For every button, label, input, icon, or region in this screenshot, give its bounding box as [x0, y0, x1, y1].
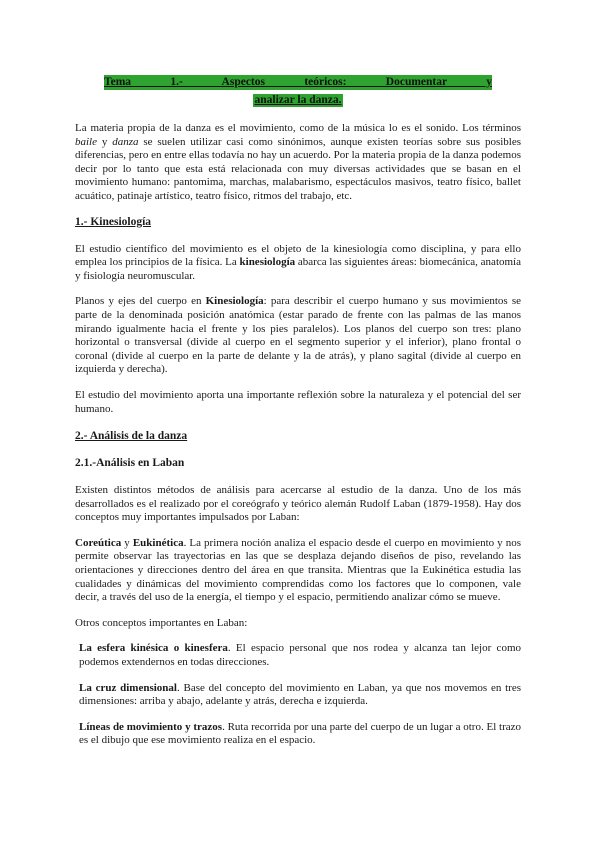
laban-concepts-intro: Otros conceptos importantes en Laban: [75, 616, 248, 629]
laban-paragraph-2: Coreútica y Eukinética. La primera noción analiza el espacio desde el cuerpo en movimiento y nos permite observar las trayectorias en las que se desplaza dejando diseños de piso, revelando las orientaciones y direcciones dentro del área en que transita. Mientras que la Eukinética estudia las cualidades y dinámicas del movimiento comprendidas como los factores que lo componen, vale decir, a través del uso de la energía, el tiempo y el espacio, permitiendo analizar cómo se mueve. [75, 536, 522, 604]
concept-lineas-movimiento: Líneas de movimiento y trazos. Ruta recorrida por una parte del cuerpo de un lugar a otro. El trazo es el dibujo que ese movimiento realiza en el espacio. [79, 720, 522, 747]
title-line-1: Tema 1.- Aspectos teóricos: Documentar y [104, 76, 492, 88]
section-2-heading: 2.- Análisis de la danza [75, 430, 188, 443]
kinesiology-paragraph-2: Planos y ejes del cuerpo en Kinesiología: para describir el cuerpo humano y sus movimientos se parte de la denominada posición anatómica (estar parado de frente con las palmas de las manos mirando igualmente hacia el frente y los pies paralelos). Los planos del cuerpo son tres: plano horizontal o transversal (divide al cuerpo en el segmento superior y el inferior), plano frontal o coronal (divide al cuerpo en la parte de delante y la de atrás), y plano sagital (divide al cuerpo en izquierda y derecha). [75, 295, 521, 376]
laban-paragraph-1: Existen distintos métodos de análisis para acercarse al estudio de la danza. Uno de los más desarrollados es el realizado por el coreógrafo y teórico alemán Rudolf Laban (1879-1958). Hay dos conceptos muy importantes impulsados por Laban: [75, 484, 521, 524]
term-baile: baile [75, 135, 97, 148]
concept-cruz-dimensional: La cruz dimensional. Base del concepto del movimiento en Laban, ya que nos movemos en tres dimensiones: arriba y abajo, adelante y atrás, derecha e izquierda. [79, 681, 522, 708]
document-title [75, 72, 521, 108]
term-danza: danza [112, 135, 139, 148]
kinesiology-paragraph-3: El estudio del movimiento aporta una importante reflexión sobre la naturaleza y el potencial del ser humano. [75, 388, 521, 415]
kinesiology-paragraph-1: El estudio científico del movimiento es el objeto de la kinesiología como disciplina, y para ello emplea los principios de la física. La kinesiología abarca las siguientes áreas: biomecánica, anatomía y fisiología neuromuscular. [75, 242, 521, 282]
intro-paragraph: La materia propia de la danza es el movimiento, como de la música lo es el sonido. Los términos baile y danza se suelen utilizar casi como sinónimos, aunque existen teorías sobre sus posibles diferencias, pero en entre ellas todavía no hay un acuerdo. Por la materia propia de la danza podemos decir por lo tanto que esta está relacionada con muy diversas actividades que se basan en el movimiento humano: pantomima, marchas, malabarismo, espectáculos masivos, teatro físico, ballet acuático, patinaje artístico, teatro físico, ritmos del trabajo, etc. [75, 122, 522, 202]
section-1-heading: 1.- Kinesiología [75, 215, 152, 228]
title-line-2: analizar la danza. [254, 94, 342, 106]
document-content [75, 72, 521, 748]
concept-kinesfera: La esfera kinésica o kinesfera. El espacio personal que nos rodea y alcanza tan lejor como podemos extendernos en todas direcciones. [79, 642, 522, 669]
section-2-1-heading: 2.1.-Análisis en Laban [75, 457, 185, 470]
